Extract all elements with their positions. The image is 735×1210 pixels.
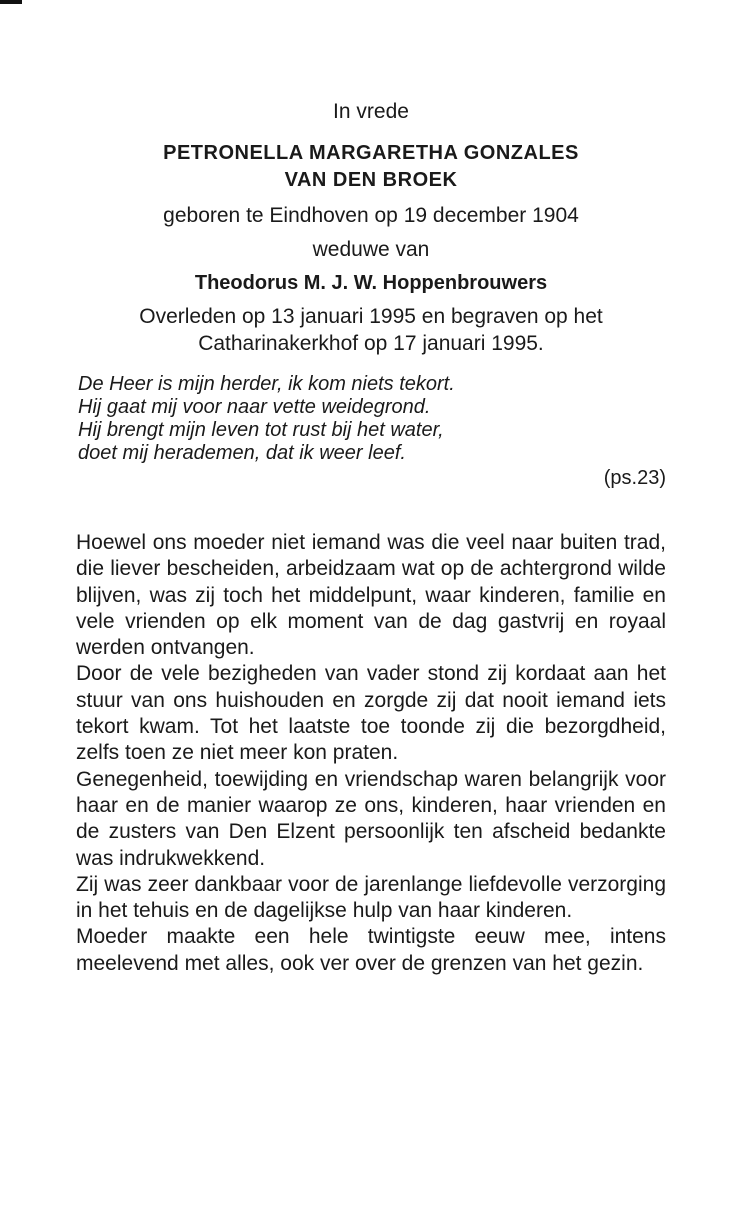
memorial-text — [76, 530, 666, 977]
memorial-paragraph: Hoewel ons moeder niet iemand was die veel naar buiten trad, die liever bescheiden, arbeidzaam wat op de achtergrond wilde blijven, was zij toch het middelpunt, waar kinderen, familie en vele vrienden op elk moment van de dag gastvrij en royaal werden ontvangen. — [76, 531, 666, 660]
memorial-card — [76, 100, 666, 977]
husband-name: Theodorus M. J. W. Hoppenbrouwers — [194, 272, 548, 294]
psalm-line: De Heer is mijn herder, ik kom niets tekort. — [78, 373, 455, 395]
memorial-paragraph: Door de vele bezigheden van vader stond zij kordaat aan het stuur van ons huishouden en zorgde zij dat nooit iemand iets tekort kwam. Tot het laatste toe toonde zij die bezorgdheid, zelfs toen ze niet meer kon praten. — [76, 662, 666, 765]
psalm-reference: (ps.23) — [603, 467, 666, 489]
widow-line: weduwe van — [312, 238, 430, 261]
corner-scan-mark — [0, 0, 22, 4]
deceased-name-line2: VAN DEN BROEK — [284, 169, 458, 191]
card-header: In vrede — [333, 100, 409, 123]
birth-line: geboren te Eindhoven op 19 december 1904 — [163, 204, 579, 227]
memorial-paragraph: Genegenheid, toewijding en vriendschap waren belangrijk voor haar en de manier waarop ze ons, kinderen, haar vrienden en de zusters van Den Elzent persoonlijk ten afscheid bedankte was indrukwekkend. — [76, 767, 666, 870]
memorial-paragraph: Moeder maakte een hele twintigste eeuw mee, intens meelevend met alles, ook ver over de grenzen van het gezin. — [76, 925, 666, 975]
deceased-name-line1: PETRONELLA MARGARETHA GONZALES — [163, 142, 579, 164]
psalm-line: Hij brengt mijn leven tot rust bij het water, — [78, 419, 444, 441]
psalm-quote — [76, 373, 666, 490]
death-burial-info — [76, 303, 666, 357]
memorial-paragraph: Zij was zeer dankbaar voor de jarenlange liefdevolle verzorging in het tehuis en de dagelijkse hulp van haar kinderen. — [76, 872, 666, 923]
psalm-line: Hij gaat mij voor naar vette weidegrond. — [78, 396, 431, 418]
deceased-name — [76, 140, 666, 194]
death-line2: Catharinakerkhof op 17 januari 1995. — [198, 332, 544, 355]
psalm-line: doet mij herademen, dat ik weer leef. — [78, 442, 406, 464]
death-line1: Overleden op 13 januari 1995 en begraven op het — [139, 305, 603, 328]
